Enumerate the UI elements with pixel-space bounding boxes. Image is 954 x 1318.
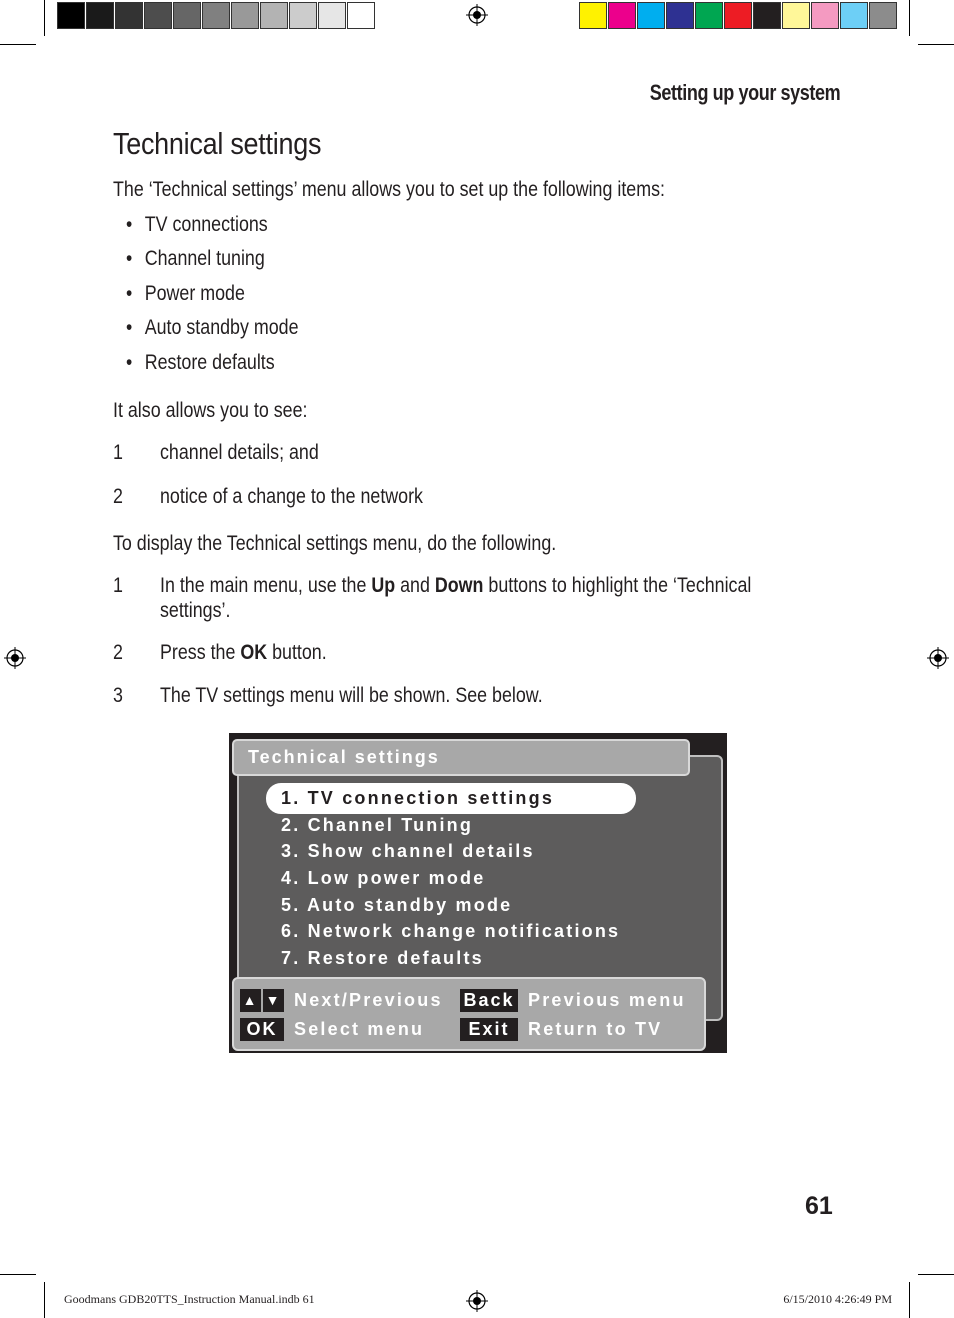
color-swatch [695,2,723,29]
footer-label: Select menu [294,1019,425,1039]
color-swatch [840,2,868,29]
ok-key: OK [240,1018,284,1041]
menu-item[interactable]: 2. Channel Tuning [281,815,474,835]
step-text: In the main menu, use the Up and Down buttons to highlight the ‘Technical [160,574,752,597]
page-number: 61 [805,1192,833,1220]
bullet-item: • Auto standby mode [126,316,299,339]
color-swatch [666,2,694,29]
crop-mark [909,1282,910,1318]
menu-item[interactable]: 6. Network change notifications [281,921,621,941]
bullet-item: • TV connections [126,213,268,236]
bullet-item: • Restore defaults [126,351,275,374]
intro-text: The ‘Technical settings’ menu allows you to set up the following items: [113,178,665,201]
section-header: Setting up your system [649,80,840,105]
color-swatch [144,2,172,29]
color-swatch [173,2,201,29]
menu-item[interactable]: 3. Show channel details [281,841,535,861]
slug-filename: Goodmans GDB20TTS_Instruction Manual.indb 61 [64,1292,315,1306]
color-swatch [231,2,259,29]
color-swatch [289,2,317,29]
registration-mark-icon [466,1290,488,1312]
menu-item[interactable]: 7. Restore defaults [281,948,484,968]
crop-mark [909,0,910,36]
color-swatch [579,2,607,29]
color-swatch [202,2,230,29]
up-arrow-icon: ▲ [240,989,261,1012]
footer-label: Next/Previous [294,990,443,1010]
menu-title: Technical settings [248,747,440,767]
list-number: 1 [113,441,123,464]
bullet-item: • Power mode [126,282,245,305]
crop-mark [918,1274,954,1275]
registration-mark-icon [927,647,949,669]
back-key: Back [460,989,518,1012]
exit-key: Exit [460,1018,518,1041]
color-swatch [869,2,897,29]
color-swatch [637,2,665,29]
menu-item[interactable]: 1. TV connection settings [281,788,555,808]
color-swatch [86,2,114,29]
list-number: 2 [113,485,123,508]
color-swatch [347,2,375,29]
color-swatch [57,2,85,29]
color-swatch [782,2,810,29]
crop-mark [44,1282,45,1318]
tv-screen-illustration [229,733,727,1053]
crop-mark [0,1274,36,1275]
crop-mark [44,0,45,36]
step-number: 3 [113,684,123,707]
crop-mark [0,44,36,45]
display-intro-text: To display the Technical settings menu, do the following. [113,532,557,555]
footer-label: Return to TV [528,1019,663,1039]
registration-mark-icon [4,647,26,669]
crop-mark [918,44,954,45]
footer-label: Previous menu [528,990,686,1010]
step-number: 2 [113,641,123,664]
menu-item[interactable]: 4. Low power mode [281,868,486,888]
menu-footer [232,977,706,1051]
menu-item[interactable]: 5. Auto standby mode [281,895,513,915]
list-item: channel details; and [160,441,319,464]
bullet-item: • Channel tuning [126,247,265,270]
color-swatch [811,2,839,29]
step-text-continued: settings’. [160,599,231,622]
down-arrow-icon: ▼ [263,989,284,1012]
step-text: Press the OK button. [160,641,327,664]
registration-mark-icon [466,4,488,26]
also-intro-text: It also allows you to see: [113,399,308,422]
color-swatch [318,2,346,29]
step-text: The TV settings menu will be shown. See below. [160,684,543,707]
color-swatch [115,2,143,29]
step-number: 1 [113,574,123,597]
page-title: Technical settings [113,126,322,161]
color-swatch [608,2,636,29]
color-swatch [753,2,781,29]
color-swatch [260,2,288,29]
menu-title-bar [232,739,690,776]
color-swatch [724,2,752,29]
slug-timestamp: 6/15/2010 4:26:49 PM [783,1292,892,1306]
list-item: notice of a change to the network [160,485,423,508]
